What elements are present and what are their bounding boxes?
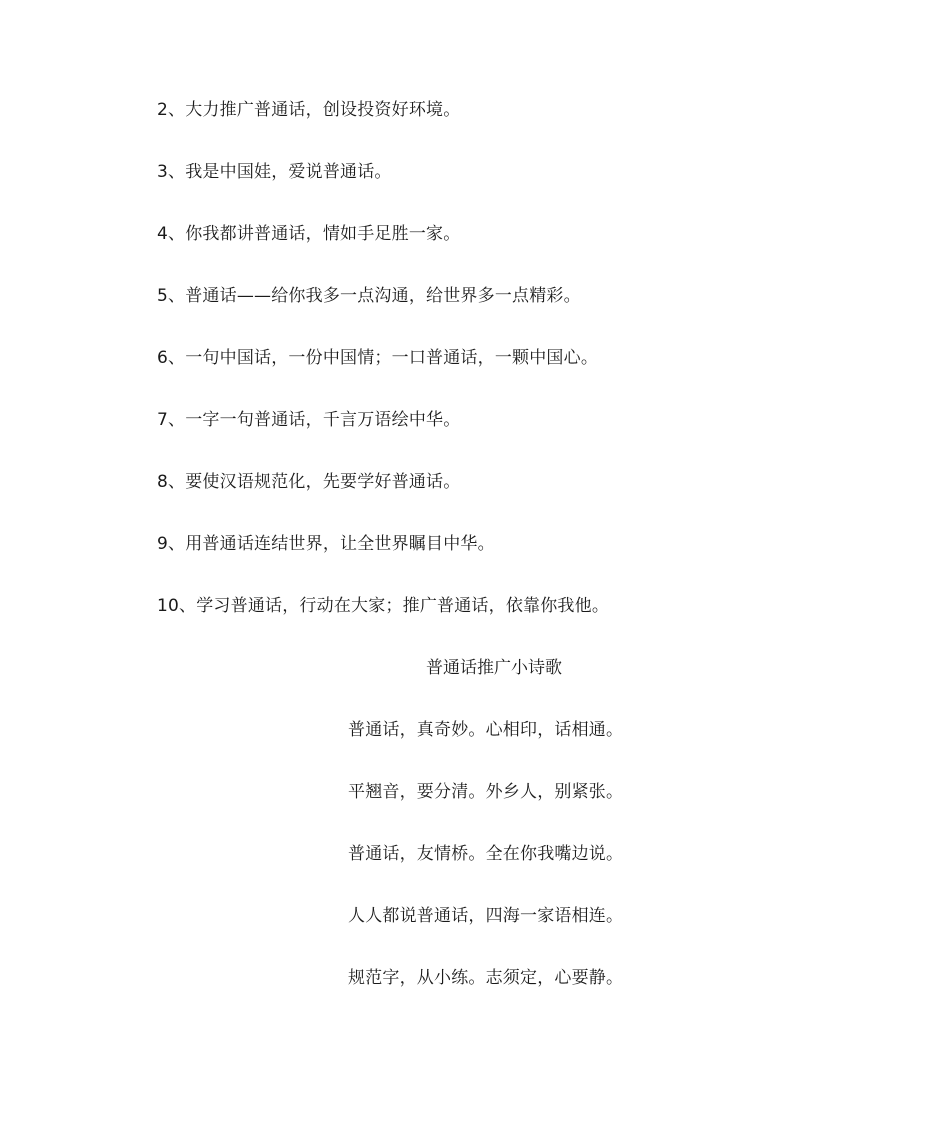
poem-title: 普通话推广小诗歌 [426,658,562,678]
poem-line: 普通话，友情桥。全在你我嘴边说。 [348,844,624,864]
poem-line: 平翘音，要分清。外乡人，别紧张。 [348,782,624,802]
poem-line: 普通话，真奇妙。心相印，话相通。 [348,720,624,740]
slogan-line: 10、学习普通话，行动在大家；推广普通话，依靠你我他。 [157,596,610,616]
slogan-line: 7、一字一句普通话，千言万语绘中华。 [157,410,461,430]
slogan-line: 8、要使汉语规范化，先要学好普通话。 [157,472,461,492]
slogan-line: 5、普通话——给你我多一点沟通，给世界多一点精彩。 [157,286,581,306]
poem-line: 规范字，从小练。志须定，心要静。 [348,968,624,988]
slogan-line: 6、一句中国话，一份中国情；一口普通话，一颗中国心。 [157,348,599,368]
slogan-line: 3、我是中国娃，爱说普通话。 [157,162,392,182]
slogan-line: 2、大力推广普通话，创设投资好环境。 [157,100,461,120]
poem-line: 人人都说普通话，四海一家语相连。 [348,906,624,926]
slogan-line: 4、你我都讲普通话，情如手足胜一家。 [157,224,461,244]
slogan-line: 9、用普通话连结世界，让全世界瞩目中华。 [157,534,495,554]
